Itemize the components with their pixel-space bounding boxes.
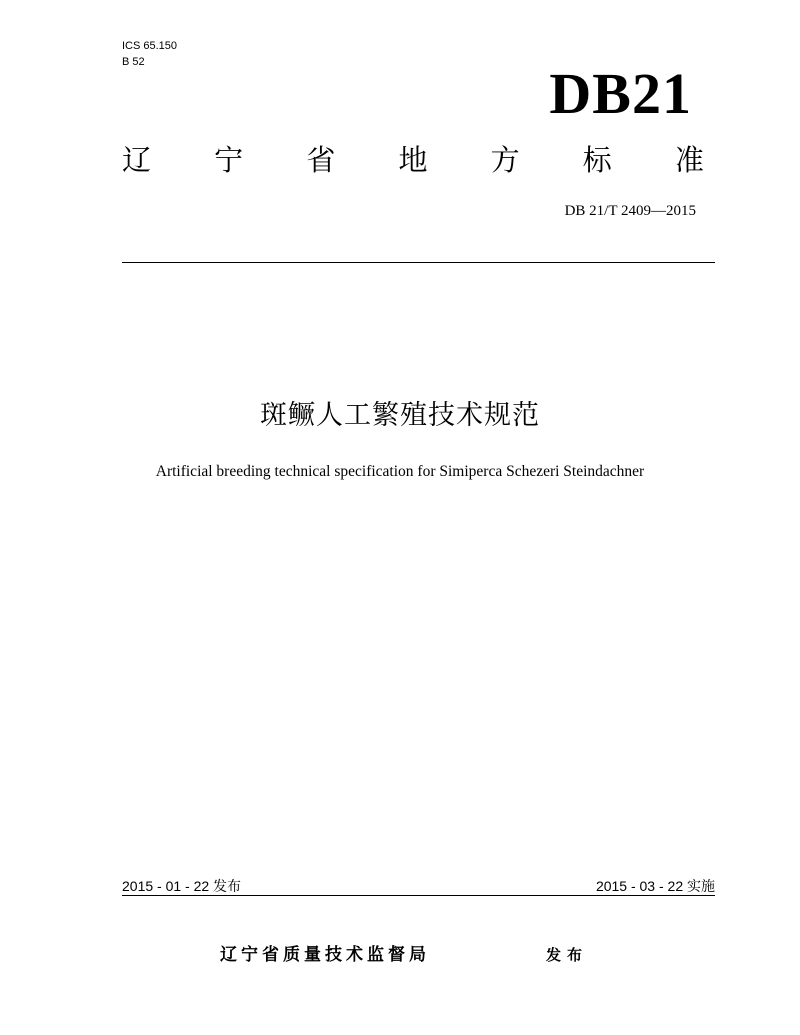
standard-type-char: 地 — [398, 143, 428, 177]
standard-type-char: 辽 — [122, 143, 152, 177]
implementation-date: 2015 - 03 - 22 实施 — [595, 878, 715, 894]
standard-type-char: 省 — [306, 143, 336, 177]
standard-logo: DB21 — [549, 61, 692, 126]
header-divider — [122, 262, 715, 263]
issuing-authority: 辽宁省质量技术监督局 — [220, 945, 430, 965]
standard-type-char: 准 — [674, 143, 704, 177]
document-title-english: Artificial breeding technical specification for Simiperca Schezeri Steindachner — [155, 463, 645, 480]
ics-code: ICS 65.150 — [122, 40, 178, 52]
document-title-chinese: 斑鳜人工繁殖技术规范 — [260, 400, 540, 431]
standard-type-char: 宁 — [214, 143, 244, 177]
ccs-code: B 52 — [122, 56, 145, 68]
publish-label: 发布 — [546, 946, 589, 964]
standard-type-char: 方 — [490, 143, 520, 177]
standard-type-char: 标 — [582, 143, 612, 177]
standard-type — [122, 142, 704, 178]
date-row — [122, 876, 715, 896]
classification-codes — [122, 38, 177, 70]
issue-date: 2015 - 01 - 22 发布 — [122, 878, 242, 894]
standard-number: DB 21/T 2409—2015 — [564, 203, 696, 219]
footer-divider — [122, 895, 715, 896]
